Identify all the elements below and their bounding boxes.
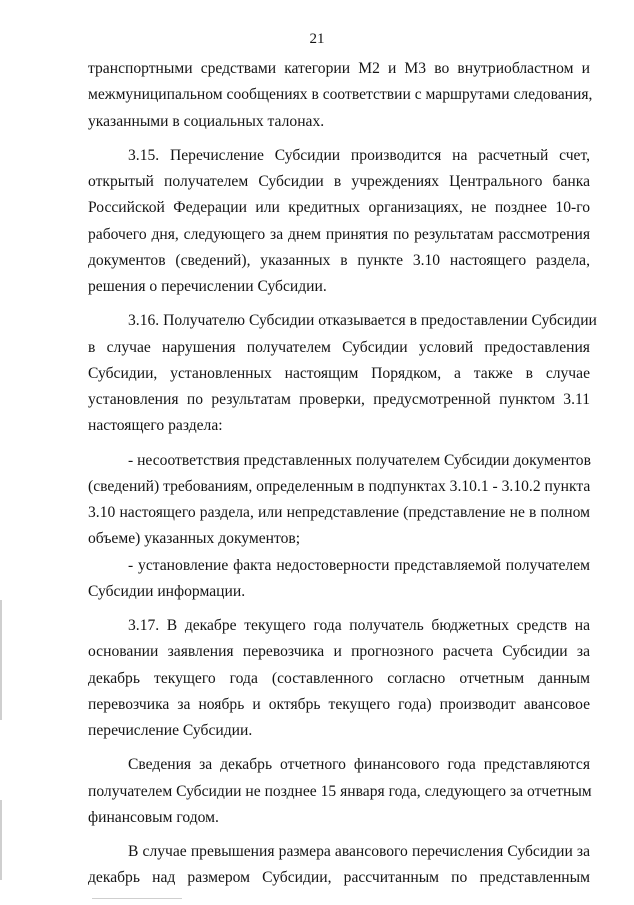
text-line: перечисление Субсидии.	[88, 722, 253, 739]
text-line: основании заявления перевозчика и прогнозного расчета Субсидии за	[88, 643, 590, 661]
text-line: рабочего дня, следующего за днем принятия по результатам рассмотрения	[88, 225, 590, 243]
text-line: Субсидии, установленных настоящим Порядком, а также в случае	[88, 364, 590, 382]
text-line: 3.15. Перечисление Субсидии производится на расчетный счет,	[128, 146, 590, 164]
text-line: получателем Субсидии не позднее 15 января года, следующего за отчетным	[88, 782, 592, 800]
text-line: открытый получателем Субсидии в учреждениях Центрального банка	[88, 173, 590, 190]
text-line: (сведений) требованиям, определенным в подпунктах 3.10.1 - 3.10.2 пункта	[88, 477, 591, 495]
text-line: финансовым годом.	[88, 808, 219, 826]
text-line: в случае нарушения получателем Субсидии условий предоставления	[88, 338, 590, 356]
text-line: документов (сведений), указанных в пункте 3.10 настоящего раздела,	[88, 251, 590, 269]
page-number: 21	[309, 31, 325, 47]
text-line: указанными в социальных талонах.	[88, 112, 325, 130]
text-line: В случае превышения размера авансового перечисления Субсидии за	[128, 843, 590, 860]
scan-artifact	[92, 898, 182, 899]
scan-artifact	[0, 800, 2, 880]
document-body	[88, 56, 597, 892]
text-line: - несоответствия представленных получателем Субсидии документов	[128, 451, 591, 469]
text-line: объеме) указанных документов;	[88, 530, 301, 548]
text-line: 3.16. Получателю Субсидии отказывается в предоставлении Субсидии	[128, 312, 597, 330]
text-line: 3.17. В декабре текущего года получатель бюджетных средств на	[128, 617, 590, 634]
scan-artifact	[0, 600, 2, 720]
text-line: межмуниципальном сообщениях в соответствии с маршрутами следования,	[88, 86, 593, 104]
text-line: транспортными средствами категории М2 и М3 во внутриобластном и	[88, 60, 590, 77]
text-line: декабрь над размером Субсидии, рассчитанным по представленным	[88, 869, 590, 887]
text-line: 3.10 настоящего раздела, или непредставление (представление не в полном	[88, 504, 590, 521]
text-line: установления по результатам проверки, предусмотренной пунктом 3.11	[88, 391, 590, 408]
text-line: Субсидии информации.	[88, 582, 246, 600]
text-line: Сведения за декабрь отчетного финансового года представляются	[128, 756, 590, 774]
text-line: решения о перечислении Субсидии.	[88, 278, 327, 295]
text-line: - установление факта недостоверности представляемой получателем	[128, 556, 590, 574]
text-line: перевозчика за ноябрь и октябрь текущего года) производит авансовое	[88, 695, 590, 713]
text-line: Российской Федерации или кредитных организациях, не позднее 10-го	[88, 199, 590, 217]
text-line: декабрь текущего года (составленного согласно отчетным данным	[88, 669, 590, 687]
text-line: настоящего раздела:	[88, 417, 223, 435]
